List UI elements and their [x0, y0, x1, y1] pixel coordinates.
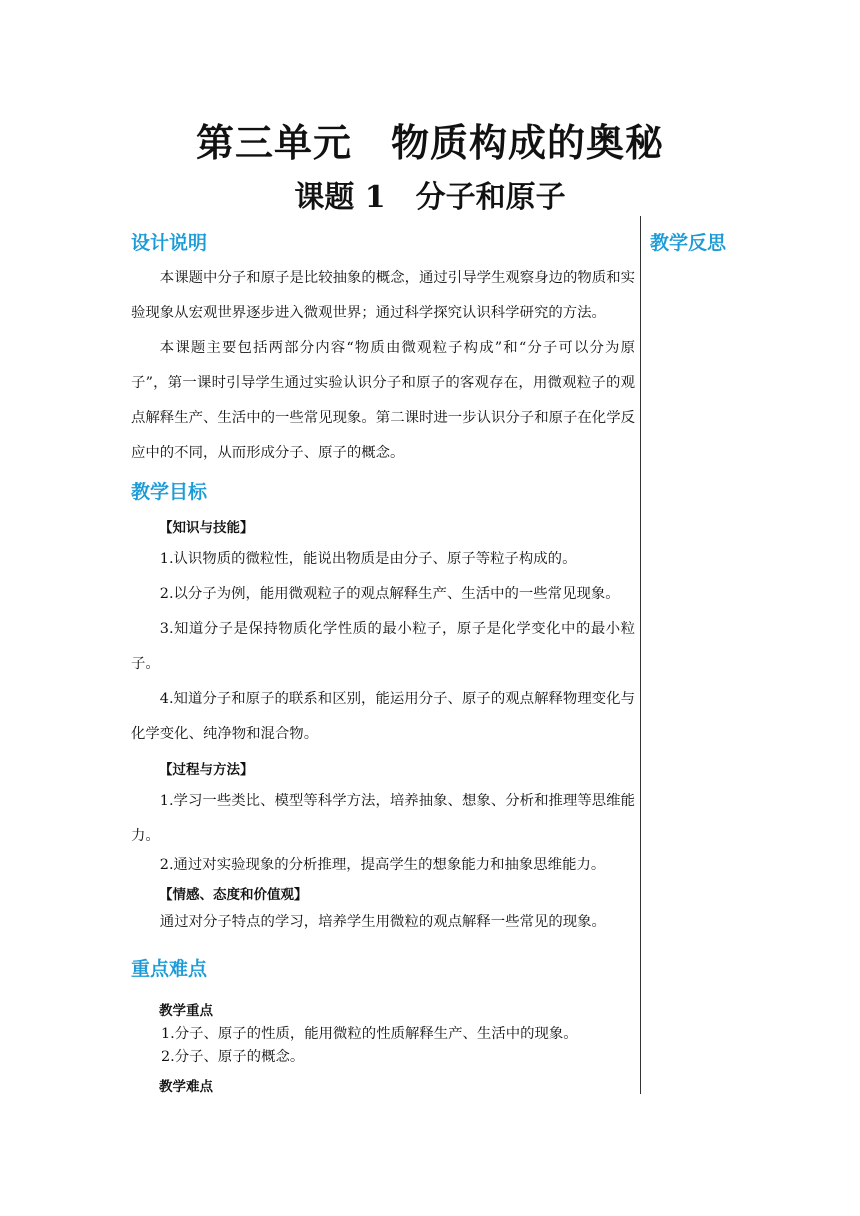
list-item: 1.认识物质的微粒性，能说出物质是由分子、原子等粒子构成的。	[159, 551, 577, 567]
list-item: 2.分子、原子的概念。	[161, 1049, 305, 1065]
emotion-text: 通过对分子特点的学习，培养学生用微粒的观点解释一些常见的现象。	[159, 914, 606, 930]
process-label: 【过程与方法】	[159, 762, 254, 778]
list-item: 3.知道分子是保持物质化学性质的最小粒子，原子是化学变化中的最小粒子。	[131, 621, 635, 672]
design-paragraph: 本课题主要包括两部分内容“物质由微观粒子构成”和“分子可以分为原子”，第一课时引导学生通过实验认识分子和原子的客观存在，用微观粒子的观点解释生产、生活中的一些常见现象。第二课时进一步认识分子和原子在化学反应中的不同，从而形成分子、原子的概念。	[131, 340, 635, 461]
list-item: 4.知道分子和原子的联系和区别，能运用分子、原子的观点解释物理变化与化学变化、纯净物和混合物。	[131, 691, 635, 742]
list-item: 2.通过对实验现象的分析推理，提高学生的想象能力和抽象思维能力。	[159, 857, 606, 873]
list-item: 1.分子、原子的性质，能用微粒的性质解释生产、生活中的现象。	[161, 1026, 578, 1042]
list-item: 1.学习一些类比、模型等科学方法，培养抽象、想象、分析和推理等思维能力。	[131, 793, 635, 844]
knowledge-list	[131, 542, 635, 752]
lesson-title: 课题 1 分子和原子	[294, 180, 566, 215]
unit-title: 第三单元 物质构成的奥秘	[195, 120, 664, 165]
design-paragraph: 本课题中分子和原子是比较抽象的概念，通过引导学生观察身边的物质和实验现象从宏观世界逐步进入微观世界；通过科学探究认识科学研究的方法。	[131, 270, 635, 321]
difficulty-label: 教学难点	[159, 1079, 213, 1095]
reflection-heading: 教学反思	[650, 232, 727, 254]
column-divider	[640, 216, 641, 1094]
keypoints-heading: 重点难点	[131, 958, 208, 980]
focus-label: 教学重点	[159, 1003, 213, 1019]
emotion-label: 【情感、态度和价值观】	[159, 887, 308, 903]
list-item: 2.以分子为例，能用微观粒子的观点解释生产、生活中的一些常见现象。	[159, 586, 620, 602]
design-section	[131, 261, 635, 471]
goals-heading: 教学目标	[131, 481, 208, 503]
process-list	[131, 784, 635, 877]
knowledge-label: 【知识与技能】	[159, 520, 254, 536]
focus-list	[131, 1023, 635, 1069]
design-heading: 设计说明	[131, 232, 208, 254]
main-column	[131, 228, 635, 1095]
